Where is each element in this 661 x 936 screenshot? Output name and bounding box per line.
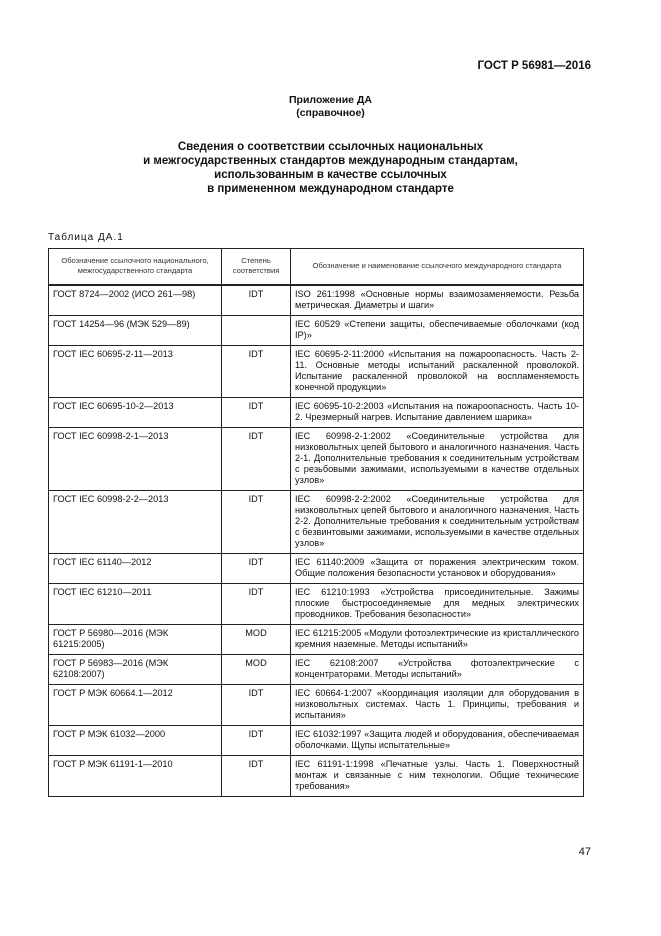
- cell-degree: IDT: [222, 285, 291, 316]
- cell-national-standard: ГОСТ IEC 61140—2012: [49, 553, 222, 583]
- cell-international-standard: IEC 60664-1:2007 «Координация изоляции для оборудования в низковольтных системах. Часть 1. Принципы, требования и испытания»: [291, 684, 584, 725]
- cell-international-standard: IEC 61210:1993 «Устройства присоединительные. Зажимы плоские быстросоединяемые для медных электрических проводников. Требования безопасности»: [291, 583, 584, 624]
- cell-national-standard: ГОСТ IEC 61210—2011: [49, 583, 222, 624]
- table-row: [49, 285, 584, 316]
- cell-degree: IDT: [222, 397, 291, 427]
- cell-degree: IDT: [222, 490, 291, 553]
- heading-line: использованным в качестве ссылочных: [214, 169, 447, 181]
- heading-line: и межгосударственных стандартов международным стандартам,: [143, 155, 518, 167]
- table-row: [49, 755, 584, 796]
- appendix-subtitle: (справочное): [296, 107, 365, 119]
- cell-degree: IDT: [222, 583, 291, 624]
- cell-international-standard: IEC 60695-10-2:2003 «Испытания на пожароопасность. Часть 10-2. Чрезмерный нагрев. Испытание давлением шарика»: [291, 397, 584, 427]
- cell-national-standard: ГОСТ Р МЭК 61191-1—2010: [49, 755, 222, 796]
- cell-national-standard: ГОСТ IEC 60695-10-2—2013: [49, 397, 222, 427]
- table-row: [49, 315, 584, 345]
- heading-line: Сведения о соответствии ссылочных национальных: [177, 141, 484, 153]
- cell-degree: [222, 315, 291, 345]
- cell-degree: IDT: [222, 427, 291, 490]
- table-row: [49, 553, 584, 583]
- table-row: [49, 427, 584, 490]
- cell-international-standard: IEC 60529 «Степени защиты, обеспечиваемые оболочками (код IP)»: [291, 315, 584, 345]
- cell-national-standard: ГОСТ Р 56983—2016 (МЭК 62108:2007): [49, 654, 222, 684]
- table-caption: Таблица ДА.1: [48, 232, 124, 243]
- table-row: [49, 345, 584, 397]
- header-national-standard: Обозначение ссылочного национального, межгосударственного стандарта: [49, 249, 222, 285]
- table-row: [49, 624, 584, 654]
- cell-international-standard: IEC 60998-2-1:2002 «Соединительные устройства для низковольтных цепей бытового и аналогичного назначения. Часть 2-1. Дополнительные требования к соединительным устройствам с резьбовыми зажимами, используемыми в качестве отдельных узлов»: [291, 427, 584, 490]
- cell-degree: IDT: [222, 684, 291, 725]
- cell-international-standard: IEC 60695-2-11:2000 «Испытания на пожароопасность. Часть 2-11. Основные методы испытаний раскаленной проволокой. Испытание раскаленной проволокой на воспламеняемость конечной продукции»: [291, 345, 584, 397]
- cell-national-standard: ГОСТ Р МЭК 60664.1—2012: [49, 684, 222, 725]
- cell-degree: MOD: [222, 654, 291, 684]
- table-row: [49, 583, 584, 624]
- cell-international-standard: ISO 261:1998 «Основные нормы взаимозаменяемости. Резьба метрическая. Диаметры и шаги»: [291, 285, 584, 316]
- table-row: [49, 397, 584, 427]
- table-row: [49, 725, 584, 755]
- section-heading: [0, 140, 661, 196]
- cell-international-standard: IEC 62108:2007 «Устройства фотоэлектрические с концентраторами. Методы испытаний»: [291, 654, 584, 684]
- cell-international-standard: IEC 61191-1:1998 «Печатные узлы. Часть 1. Поверхностный монтаж и связанные с ним технологии. Общие технические требования»: [291, 755, 584, 796]
- table-row: [49, 654, 584, 684]
- cell-degree: IDT: [222, 553, 291, 583]
- cell-degree: IDT: [222, 345, 291, 397]
- cell-national-standard: ГОСТ 14254—96 (МЭК 529—89): [49, 315, 222, 345]
- cell-degree: IDT: [222, 725, 291, 755]
- standards-table: [48, 248, 584, 797]
- cell-international-standard: IEC 61215:2005 «Модули фотоэлектрические из кристаллического кремния наземные. Методы испытаний»: [291, 624, 584, 654]
- header-international-standard: Обозначение и наименование ссылочного международного стандарта: [291, 249, 584, 285]
- cell-degree: IDT: [222, 755, 291, 796]
- page-number: 47: [578, 846, 591, 858]
- standards-table-wrapper: [48, 248, 584, 797]
- cell-national-standard: ГОСТ Р МЭК 61032—2000: [49, 725, 222, 755]
- cell-degree: MOD: [222, 624, 291, 654]
- cell-national-standard: ГОСТ Р 56980—2016 (МЭК 61215:2005): [49, 624, 222, 654]
- table-header-row: [49, 249, 584, 285]
- appendix-title: [0, 94, 661, 120]
- table-row: [49, 684, 584, 725]
- cell-international-standard: IEC 60998-2-2:2002 «Соединительные устройства для низковольтных цепей бытового и аналогичного назначения. Часть 2-2. Дополнительные требования к соединительным устройствам с безвинтовыми зажимами, используемыми в качестве отдельных узлов»: [291, 490, 584, 553]
- header-degree: Степень соответствия: [222, 249, 291, 285]
- cell-national-standard: ГОСТ IEC 60998-2-1—2013: [49, 427, 222, 490]
- cell-national-standard: ГОСТ IEC 60695-2-11—2013: [49, 345, 222, 397]
- heading-line: в примененном международном стандарте: [207, 183, 454, 195]
- document-number: ГОСТ Р 56981—2016: [477, 60, 591, 72]
- cell-national-standard: ГОСТ IEC 60998-2-2—2013: [49, 490, 222, 553]
- cell-national-standard: ГОСТ 8724—2002 (ИСО 261—98): [49, 285, 222, 316]
- appendix-label: Приложение ДА: [289, 94, 372, 106]
- table-row: [49, 490, 584, 553]
- cell-international-standard: IEC 61032:1997 «Защита людей и оборудования, обеспечиваемая оболочками. Щупы испытательные»: [291, 725, 584, 755]
- table-body: [49, 285, 584, 797]
- cell-international-standard: IEC 61140:2009 «Защита от поражения электрическим током. Общие положения безопасности установок и оборудования»: [291, 553, 584, 583]
